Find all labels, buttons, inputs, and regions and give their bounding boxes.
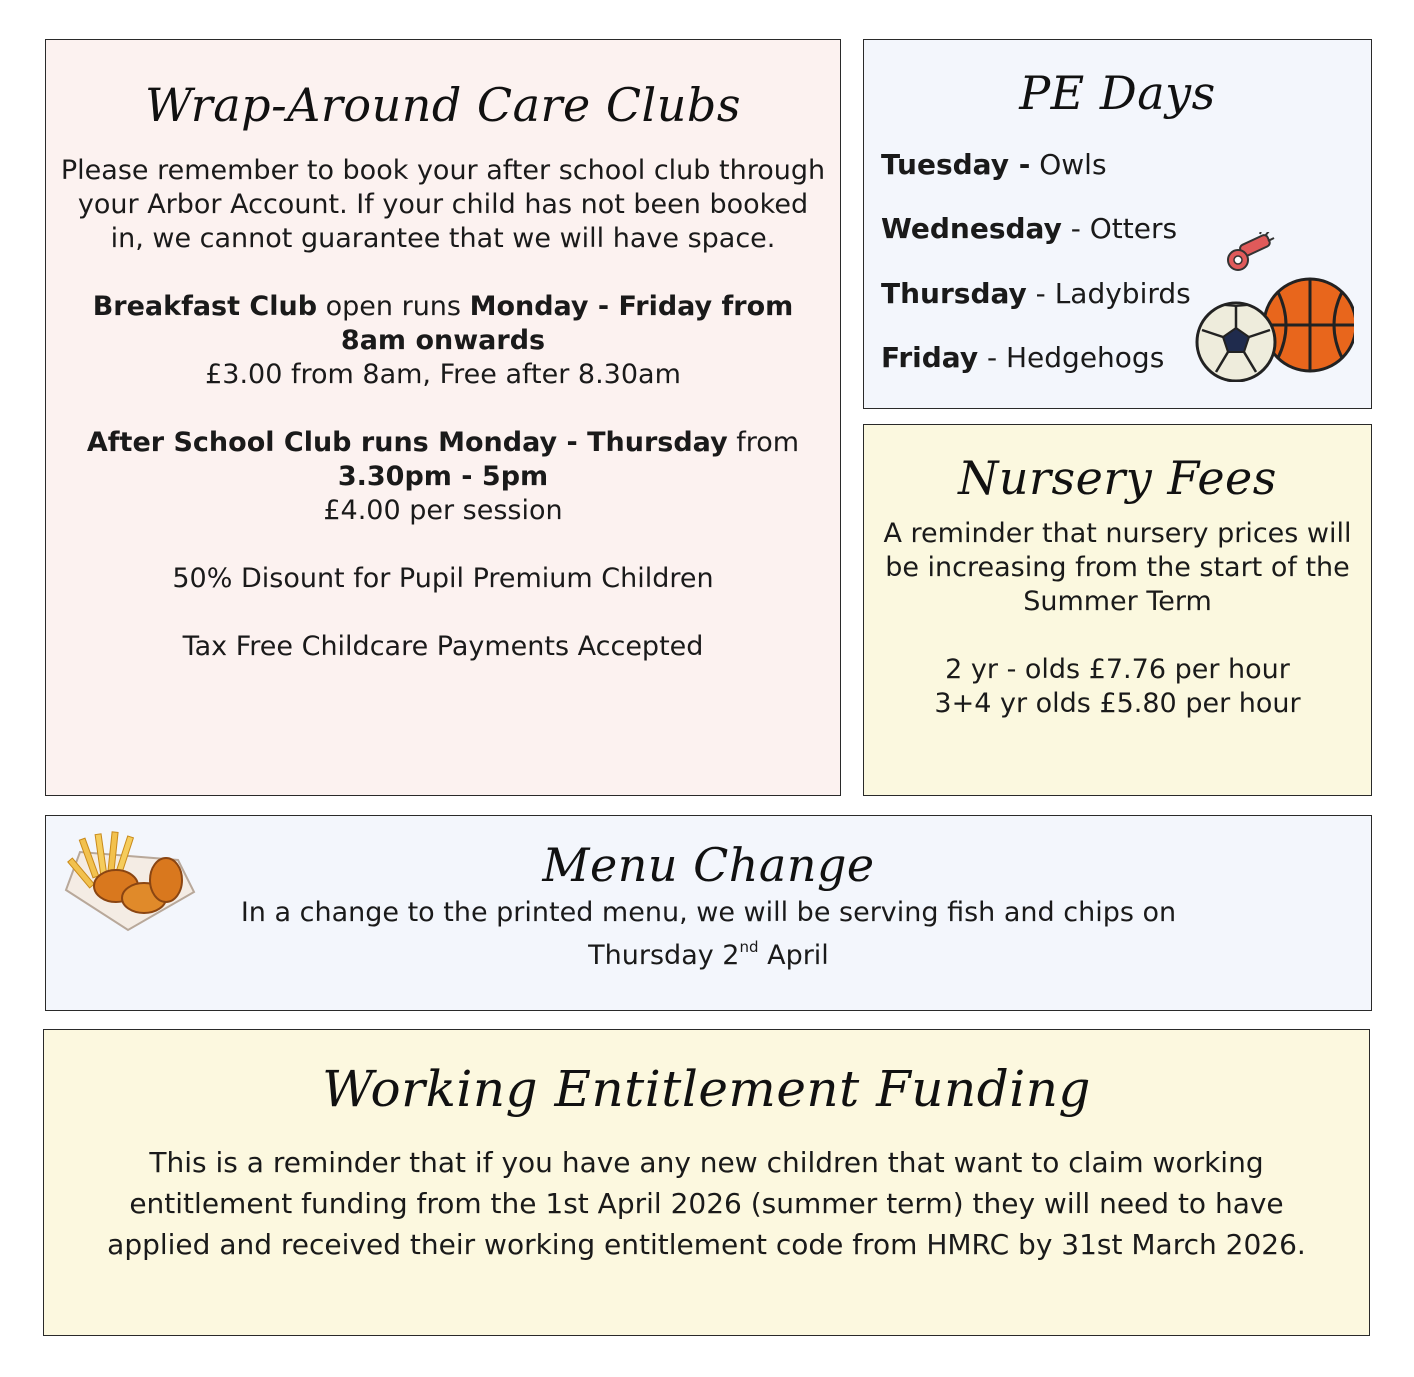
pe-sep <box>1030 148 1039 181</box>
nursery-price-3-4yr: 3+4 yr olds £5.80 per hour <box>934 688 1301 719</box>
pe-class: Hedgehogs <box>1005 341 1165 374</box>
after-school-club-from: from <box>727 427 800 458</box>
funding-text: This is a reminder that if you have any new children that want to claim working entitlement funding from the 1st April 2026 (summer term) they will need to have applied and received their working entitlement code from HMRC by 31st March 2026. <box>107 1146 1306 1261</box>
pe-sep: - <box>1026 277 1055 310</box>
breakfast-club-label: Breakfast Club <box>92 291 318 322</box>
menu-date-suffix-sup: nd <box>739 938 759 956</box>
menu-date-prefix: Thursday 2 <box>588 940 740 971</box>
breakfast-club-open: open runs <box>317 291 470 322</box>
funding-title: Working Entitlement Funding <box>322 1060 1091 1118</box>
pe-sep: - <box>1061 212 1090 245</box>
after-school-club-price: £4.00 per session <box>323 495 563 526</box>
pe-row-wednesday <box>881 212 1177 245</box>
wrap-intro-text: Please remember to book your after school club through your Arbor Account. If your child has not been booked in, we cannot guarantee that we will have space. <box>60 155 826 254</box>
sports-equipment-icon <box>1194 232 1354 382</box>
menu-change-title: Menu Change <box>542 838 875 892</box>
breakfast-club-price: £3.00 from 8am, Free after 8.30am <box>205 359 681 390</box>
fish-and-chips-icon <box>58 830 198 950</box>
nursery-fees-title: Nursery Fees <box>958 451 1277 505</box>
pe-class: Ladybirds <box>1054 277 1191 310</box>
pe-day: Thursday <box>881 277 1027 310</box>
tax-free-childcare: Tax Free Childcare Payments Accepted <box>182 631 704 662</box>
menu-change-panel <box>45 815 1372 1011</box>
football-icon <box>1197 303 1275 381</box>
breakfast-club-line <box>60 290 826 358</box>
pe-row-friday <box>881 341 1164 374</box>
pe-days-title: PE Days <box>1019 66 1216 120</box>
after-school-club-line <box>60 426 826 494</box>
nursery-fees-panel <box>863 424 1372 796</box>
wrap-around-care-title: Wrap-Around Care Clubs <box>145 78 741 132</box>
after-school-club-label: After School Club runs Monday - Thursday <box>86 427 728 458</box>
nursery-fees-text: A reminder that nursery prices will be increasing from the start of the Summer Term <box>883 518 1352 617</box>
nursery-price-2yr: 2 yr - olds £7.76 per hour <box>945 654 1290 685</box>
pe-sep: - <box>978 341 1006 374</box>
menu-change-date <box>46 930 1371 973</box>
pe-day: Tuesday - <box>881 148 1031 181</box>
pe-class: Otters <box>1089 212 1178 245</box>
menu-date-month: April <box>758 940 829 971</box>
pe-day: Friday <box>881 341 979 374</box>
breakfast-club-days: Monday - Friday from 8am onwards <box>340 291 794 356</box>
basketball-icon <box>1264 279 1354 371</box>
pe-days-panel <box>863 39 1372 409</box>
after-school-club-times: 3.30pm - 5pm <box>337 461 549 492</box>
working-entitlement-funding-panel <box>43 1029 1370 1336</box>
pupil-premium-discount: 50% Disount for Pupil Premium Children <box>172 563 714 594</box>
whistle-icon <box>1228 232 1274 270</box>
pe-row-tuesday <box>881 148 1107 181</box>
menu-change-text: In a change to the printed menu, we will be serving fish and chips on <box>240 897 1177 928</box>
pe-class: Owls <box>1039 148 1107 181</box>
pe-day: Wednesday <box>881 212 1062 245</box>
pe-row-thursday <box>881 277 1191 310</box>
wrap-around-care-panel <box>45 39 841 796</box>
